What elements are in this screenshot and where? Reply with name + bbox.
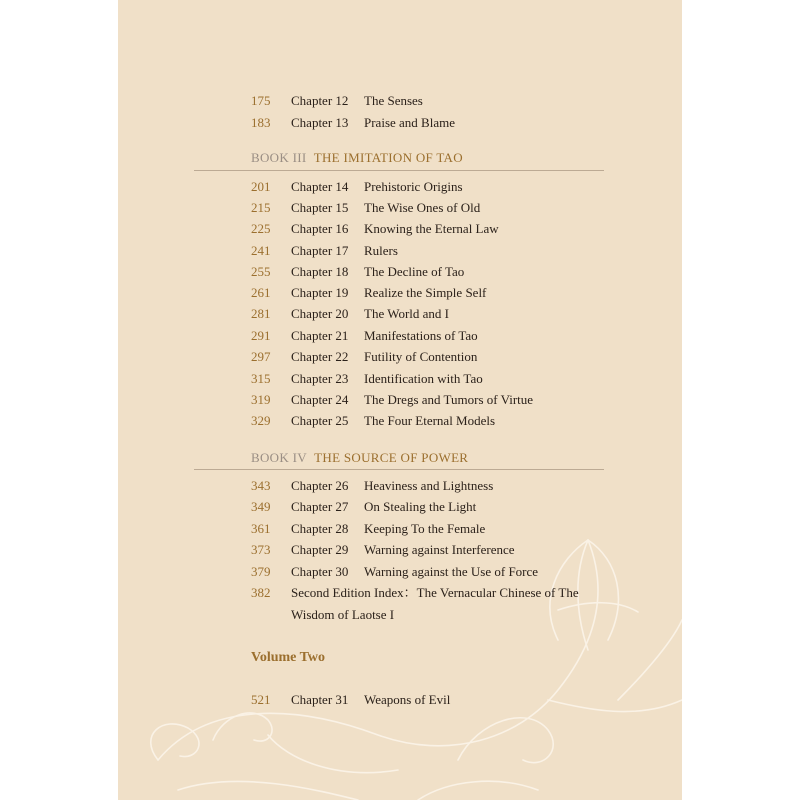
index-entry-line: Wisdom of Laotse I	[291, 607, 395, 622]
chapter-title: The Dregs and Tumors of Virtue	[364, 392, 534, 407]
chapter-label: Chapter 18	[291, 264, 349, 279]
chapter-label: Chapter 23	[291, 371, 349, 386]
chapter-title: Realize the Simple Self	[364, 285, 487, 300]
chapter-title: On Stealing the Light	[364, 499, 477, 514]
chapter-label: Chapter 15	[291, 200, 349, 215]
chapter-label: Chapter 17	[291, 243, 349, 258]
chapter-title: Warning against Interference	[364, 542, 515, 557]
page-number: 225	[251, 221, 271, 236]
page-number: 349	[251, 499, 271, 514]
chapter-label: Chapter 28	[291, 521, 349, 536]
chapter-label: Chapter 25	[291, 413, 349, 428]
book-heading	[251, 148, 463, 168]
page-number: 329	[251, 413, 271, 428]
page-number: 255	[251, 264, 271, 279]
page-number: 291	[251, 328, 271, 343]
page-number: 379	[251, 564, 271, 579]
chapter-title: Heaviness and Lightness	[364, 478, 494, 493]
page-number: 382	[251, 585, 271, 600]
chapter-title: Knowing the Eternal Law	[364, 221, 499, 236]
chapter-title: Warning against the Use of Force	[364, 564, 539, 579]
page-number: 343	[251, 478, 271, 493]
chapter-label: Chapter 12	[291, 93, 349, 108]
chapter-label: Chapter 26	[291, 478, 349, 493]
page-number: 241	[251, 243, 271, 258]
chapter-label: Chapter 14	[291, 179, 349, 194]
chapter-title: The Wise Ones of Old	[364, 200, 481, 215]
chapter-title: The Decline of Tao	[364, 264, 465, 279]
page-number: 521	[251, 692, 271, 707]
chapter-label: Chapter 31	[291, 692, 349, 707]
book-heading	[251, 448, 468, 468]
page-number: 373	[251, 542, 271, 557]
page-number: 281	[251, 306, 271, 321]
page-number: 319	[251, 392, 271, 407]
chapter-label: Chapter 29	[291, 542, 349, 557]
page-number: 315	[251, 371, 271, 386]
chapter-label: Chapter 27	[291, 499, 349, 514]
index-entry-title[interactable]	[291, 582, 611, 626]
chapter-label: Chapter 20	[291, 306, 349, 321]
book-label: BOOK III	[251, 150, 307, 165]
chapter-title: Praise and Blame	[364, 115, 455, 130]
book-title: THE SOURCE OF POWER	[314, 450, 469, 465]
book-label: BOOK IV	[251, 450, 307, 465]
index-entry-line: Second Edition Index：The Vernacular Chinese of The	[291, 585, 579, 600]
chapter-title: Identification with Tao	[364, 371, 483, 386]
chapter-title: Rulers	[364, 243, 398, 258]
volume-heading: Volume Two	[251, 650, 326, 665]
page-number: 261	[251, 285, 271, 300]
chapter-title: The Four Eternal Models	[364, 413, 496, 428]
divider	[194, 170, 604, 171]
chapter-label: Chapter 22	[291, 349, 349, 364]
page-number: 175	[251, 93, 271, 108]
chapter-title: Futility of Contention	[364, 349, 478, 364]
chapter-title: The World and I	[364, 306, 449, 321]
divider	[194, 469, 604, 470]
chapter-label: Chapter 13	[291, 115, 349, 130]
chapter-title: Prehistoric Origins	[364, 179, 463, 194]
page-number: 297	[251, 349, 271, 364]
page-number: 215	[251, 200, 271, 215]
book-title: THE IMITATION OF TAO	[313, 150, 463, 165]
chapter-label: Chapter 24	[291, 392, 349, 407]
page-number: 183	[251, 115, 271, 130]
chapter-label: Chapter 19	[291, 285, 349, 300]
chapter-label: Chapter 21	[291, 328, 349, 343]
chapter-label: Chapter 30	[291, 564, 349, 579]
page-number: 201	[251, 179, 271, 194]
chapter-title: Manifestations of Tao	[364, 328, 478, 343]
page-number: 361	[251, 521, 271, 536]
chapter-label: Chapter 16	[291, 221, 349, 236]
book-page	[118, 0, 682, 800]
chapter-title: The Senses	[364, 93, 423, 108]
chapter-title: Keeping To the Female	[364, 521, 486, 536]
chapter-title: Weapons of Evil	[364, 692, 451, 707]
